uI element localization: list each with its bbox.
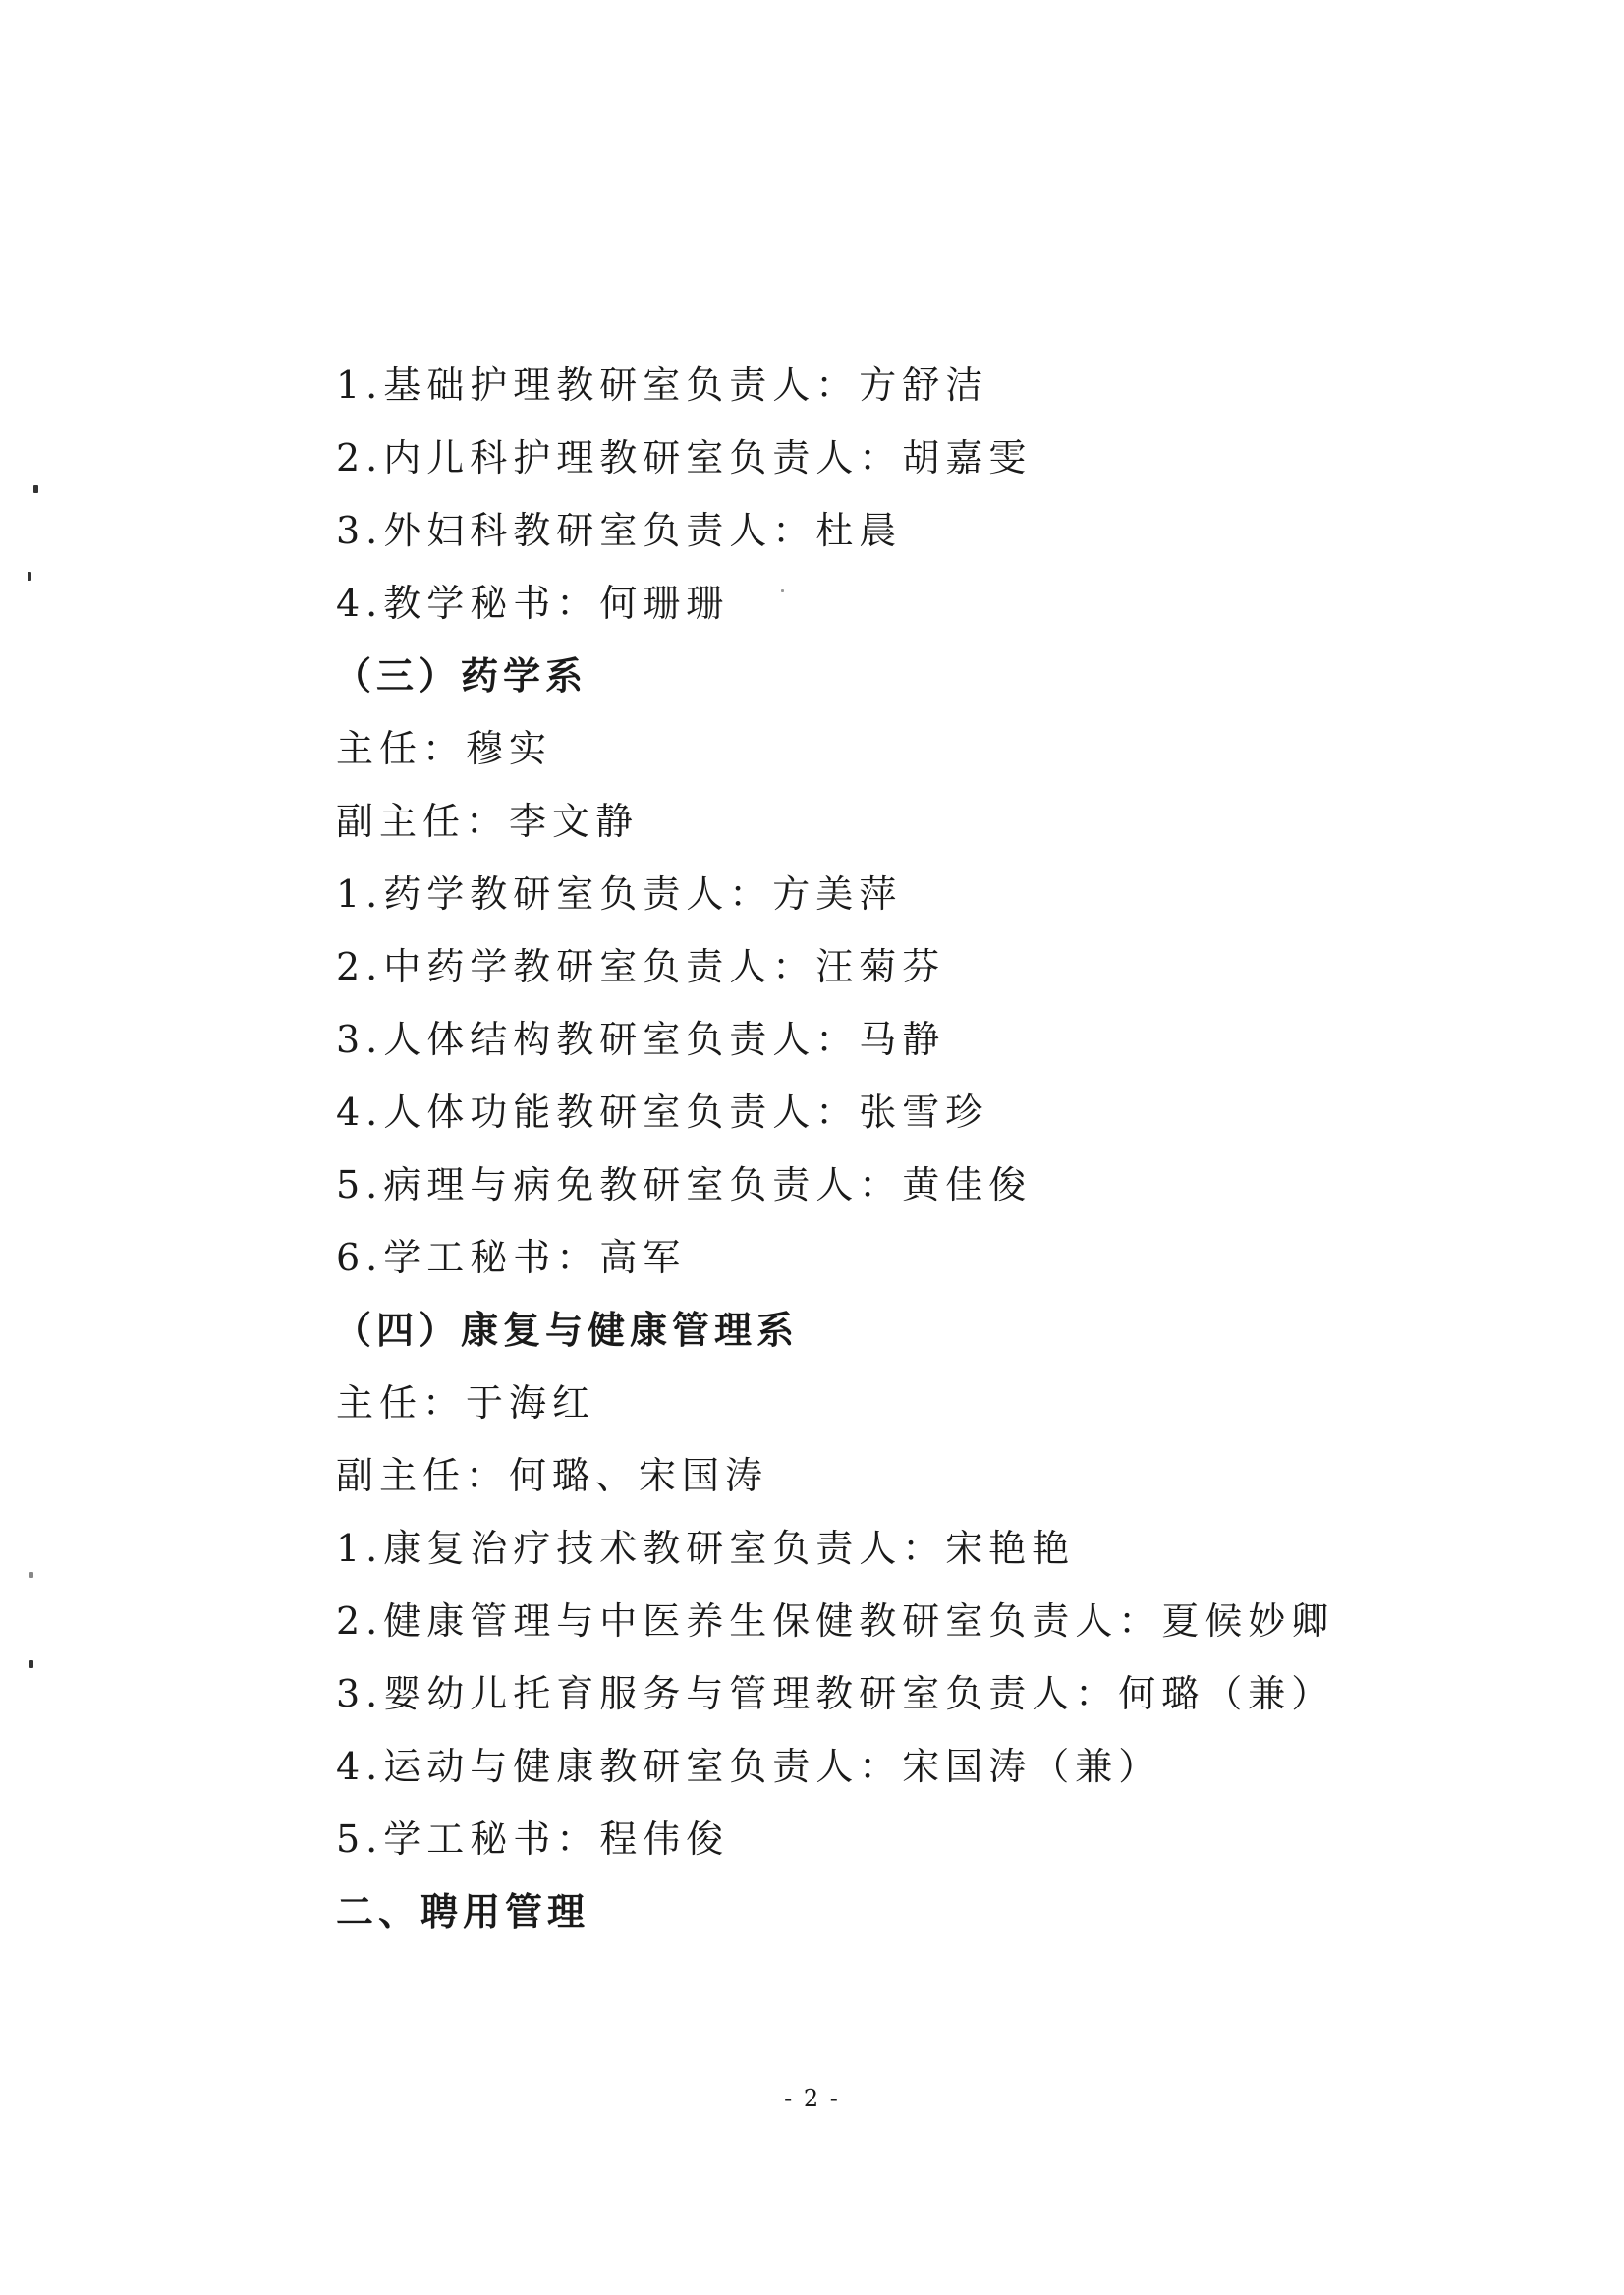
- staff-line: 4.教学秘书：何珊珊: [336, 582, 730, 625]
- staff-line: 4.运动与健康教研室负责人：宋国涛（兼）: [336, 1745, 1162, 1788]
- staff-line: 6.学工秘书：高军: [336, 1236, 687, 1279]
- staff-line: 1.基础护理教研室负责人：方舒洁: [336, 364, 989, 407]
- staff-line: 2.健康管理与中医养生保健教研室负责人：夏候妙卿: [336, 1599, 1335, 1643]
- staff-line: 5.病理与病免教研室负责人：黄佳俊: [336, 1163, 1033, 1206]
- section-subheading: （四）康复与健康管理系: [334, 1309, 800, 1352]
- page-number: - 2 -: [784, 2085, 840, 2112]
- section-heading: 二、聘用管理: [336, 1890, 590, 1933]
- section-subheading: （三）药学系: [334, 654, 588, 698]
- staff-line: 副主任：李文静: [336, 800, 640, 843]
- staff-line: 5.学工秘书：程伟俊: [336, 1818, 730, 1861]
- staff-line: 副主任：何璐、宋国涛: [336, 1454, 769, 1497]
- scan-speck: [33, 485, 38, 493]
- staff-line: 2.中药学教研室负责人：汪菊芬: [336, 945, 946, 988]
- staff-line: 3.婴幼儿托育服务与管理教研室负责人：何璐（兼）: [336, 1672, 1335, 1715]
- staff-line: 主任：穆实: [336, 727, 553, 770]
- staff-line: 4.人体功能教研室负责人：张雪珍: [336, 1091, 989, 1134]
- document-body: [336, 349, 1417, 1948]
- staff-line: 主任：于海红: [336, 1381, 596, 1425]
- staff-line: 1.药学教研室负责人：方美萍: [336, 872, 903, 916]
- staff-line: 3.人体结构教研室负责人：马静: [336, 1018, 946, 1061]
- scan-speck: [781, 589, 784, 592]
- staff-line: 3.外妇科教研室负责人：杜晨: [336, 509, 903, 552]
- scan-speck: [28, 572, 31, 581]
- scan-speck: [29, 1572, 33, 1578]
- scan-speck: [29, 1660, 33, 1668]
- staff-line: 1.康复治疗技术教研室负责人：宋艳艳: [336, 1527, 1076, 1570]
- staff-line: 2.内儿科护理教研室负责人：胡嘉雯: [336, 436, 1033, 479]
